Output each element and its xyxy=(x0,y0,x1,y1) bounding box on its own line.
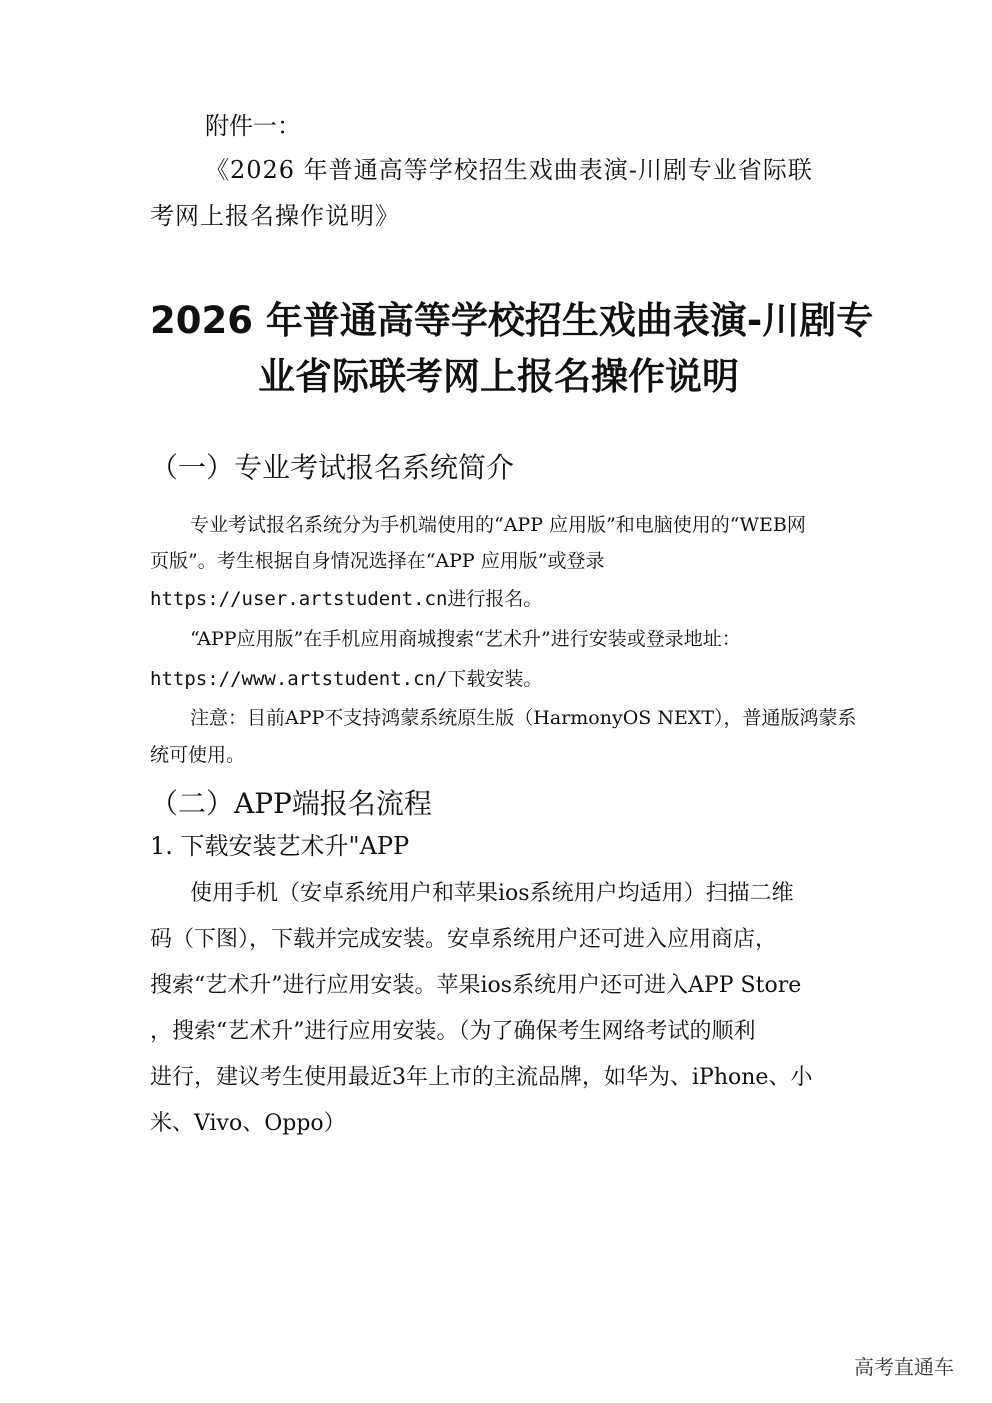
main-title-line-2: 业省际联考网上报名操作说明 xyxy=(258,355,739,398)
section-1-paragraph-1-line-2: 页版”。考生根据自身情况选择在“APP 应用版”或登录 xyxy=(150,550,605,572)
attachment-label: 附件一： xyxy=(205,112,301,140)
step-1-paragraph-line-1: 使用手机（安卓系统用户和苹果ios系统用户均适用）扫描二维 xyxy=(190,881,794,906)
section-1-paragraph-2-line-2: https://www.artstudent.cn/下载安装。 xyxy=(150,668,543,690)
section-2-heading: （二）APP端报名流程 xyxy=(150,787,432,820)
step-1-paragraph-line-2: 码（下图），下载并完成安装。安卓系统用户还可进入应用商店， xyxy=(150,927,778,952)
section-1-heading: （一）专业考试报名系统简介 xyxy=(150,451,515,484)
watermark: 高考直通车 xyxy=(854,1355,954,1379)
section-1-paragraph-3-line-1: 注意：目前APP不支持鸿蒙系统原生版（HarmonyOS NEXT），普通版鸿蒙系 xyxy=(190,707,857,729)
step-1-paragraph-line-5: 进行，建议考生使用最近3年上市的主流品牌，如华为、iPhone、小 xyxy=(150,1065,813,1090)
main-title-line-1: 2026 年普通高等学校招生戏曲表演-川剧专 xyxy=(150,299,874,342)
step-1-paragraph-line-4: ，搜索“艺术升”进行应用安装。（为了确保考生网络考试的顺利 xyxy=(150,1019,756,1044)
step-1-paragraph-line-6: 米、Vivo、Oppo） xyxy=(150,1111,346,1136)
step-1-title: 1. 下载安装艺术升"APP xyxy=(150,832,410,860)
section-1-paragraph-1-line-1: 专业考试报名系统分为手机端使用的“APP 应用版”和电脑使用的“WEB网 xyxy=(190,514,806,536)
section-1-paragraph-3-line-2: 统可使用。 xyxy=(150,744,246,766)
section-1-paragraph-2-line-1: “APP应用版”在手机应用商城搜索“艺术升”进行安装或登录地址： xyxy=(190,628,741,650)
step-1-paragraph-line-3: 搜索“艺术升”进行应用安装。苹果ios系统用户还可进入APP Store xyxy=(150,973,802,998)
section-1-paragraph-1-line-3: https://user.artstudent.cn进行报名。 xyxy=(150,588,543,610)
attachment-title-line-2: 考网上报名操作说明》 xyxy=(150,202,400,230)
attachment-title-line-1: 《2026 年普通高等学校招生戏曲表演-川剧专业省际联 xyxy=(205,156,813,184)
